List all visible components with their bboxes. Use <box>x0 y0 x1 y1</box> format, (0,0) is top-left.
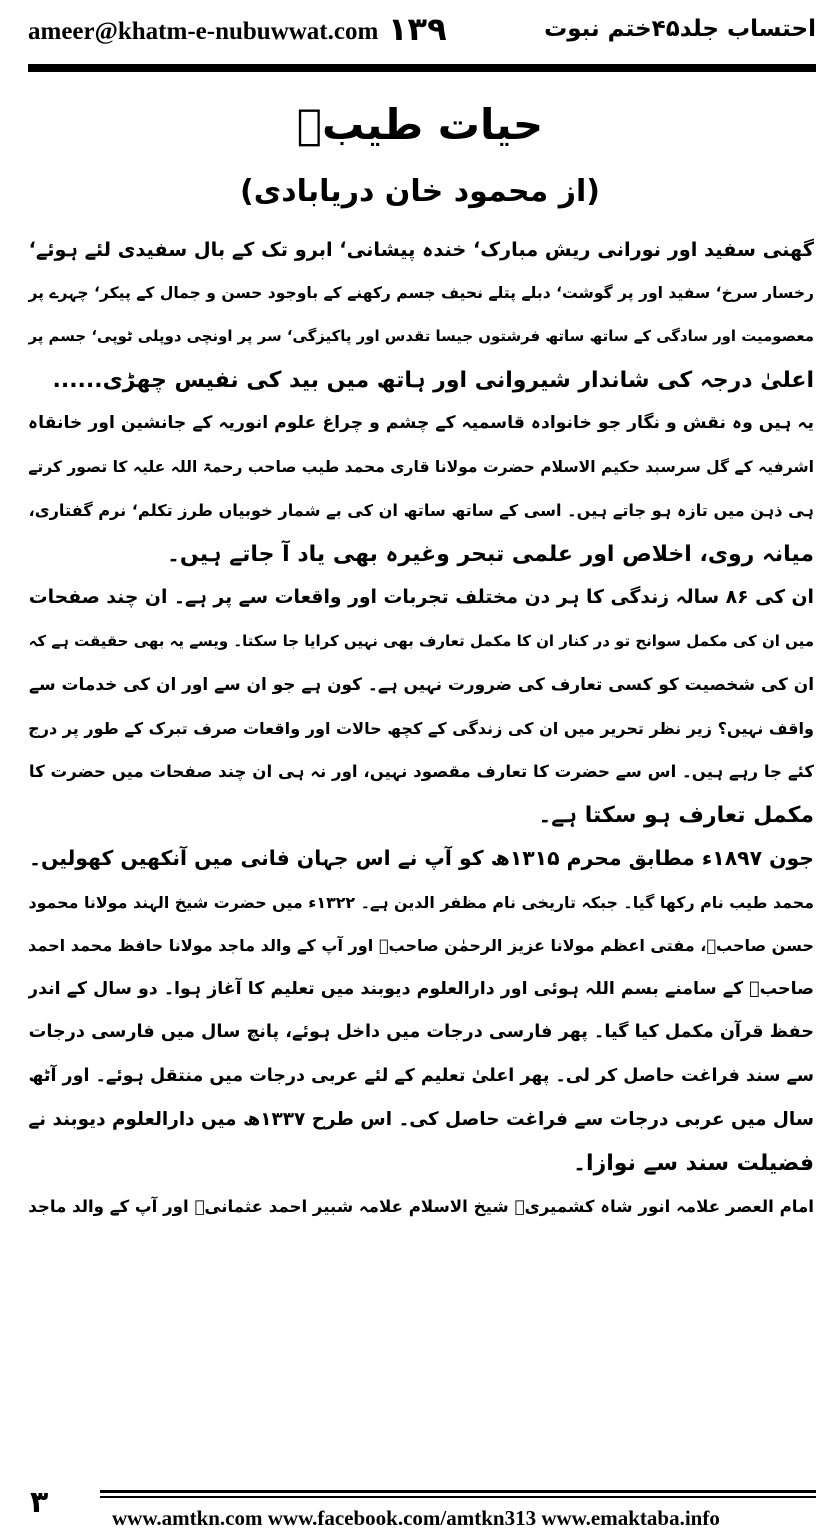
text-line: معصومیت اور سادگی کے ساتھ ساتھ فرشتوں جیسا تقدس اور پاکیزگی‘ سر پر اونچی دوپلی ٹوپی‘ جسم پر <box>28 327 814 345</box>
text-line: کئے جا رہے ہیں۔ اس سے حضرت کا تعارف مقصود نہیں، اور نہ ہی ان چند صفحات میں حضرت کا <box>28 762 814 781</box>
text-line: محمد طیب نام رکھا گیا۔ جبکہ تاریخی نام مظفر الدین ہے۔ ۱۳۲۲ء میں حضرت شیخ الہند مولانا محمود <box>28 892 814 912</box>
text-line: فضیلت سند سے نوازا۔ <box>573 1150 814 1176</box>
article-body <box>28 228 814 1229</box>
text-line: صاحبؒ کے سامنے بسم اللہ ہوئی اور دارالعلوم دیوبند میں تعلیم کا آغاز ہوا۔ دو سال کے اندر <box>28 978 814 999</box>
text-line: اشرفیہ کے گل سرسبد حکیم الاسلام حضرت مولانا قاری محمد طیب صاحب رحمۃ اللہ علیہ کا تصور کرتے <box>28 457 814 476</box>
footer-divider-thin <box>100 1496 816 1498</box>
header-divider <box>28 64 816 72</box>
header-email: ameer@khatm-e-nubuwwat.com <box>28 18 379 45</box>
header-page-number: ۱۳۹ <box>388 10 447 48</box>
footer-links: www.amtkn.com www.facebook.com/amtkn313 www.emaktaba.info <box>112 1506 720 1530</box>
text-line: رخسار سرخ‘ سفید اور پر گوشت‘ دبلے پتلے نحیف جسم رکھنے کے باوجود حسن و جمال کے پیکر‘ چہرے پر <box>28 283 814 302</box>
article-title: حیات طیبؒ <box>296 100 544 149</box>
text-line: امام العصر علامہ انور شاہ کشمیریؒ شیخ الاسلام علامہ شبیر احمد عثمانیؒ اور آپ کے والد ماجد <box>28 1197 814 1216</box>
text-line: یہ ہیں وہ نقش و نگار جو خانوادہ قاسمیہ کے چشم و چراغ علوم انوریہ کے جانشین اور خانقاہ <box>28 413 814 433</box>
text-line: مکمل تعارف ہو سکتا ہے۔ <box>538 802 814 828</box>
text-line: گھنی سفید اور نورانی ریش مبارک‘ خندہ پیشانی‘ ابرو تک کے بال سفیدی لئے ہوئے‘ <box>28 238 814 261</box>
text-line: اعلیٰ درجہ کی شاندار شیروانی اور ہاتھ میں بید کی نفیس چھڑی...... <box>52 367 814 393</box>
text-line: ان کی ۸۶ سالہ زندگی کا ہر دن مختلف تجربات اور واقعات سے پر ہے۔ ان چند صفحات <box>28 587 814 608</box>
footer-page-number: ۳ <box>30 1485 49 1520</box>
footer-divider <box>100 1490 816 1493</box>
text-line: سال میں عربی درجات سے فراغت حاصل کی۔ اس طرح ۱۳۳۷ھ میں دارالعلوم دیوبند نے <box>28 1109 814 1130</box>
text-line: ہی ذہن میں تازہ ہو جاتے ہیں۔ اسی کے ساتھ ساتھ ان کی بے شمار خوبیاں طرز تکلم‘ نرم گفتاری، <box>28 501 814 520</box>
text-line: ان کی شخصیت کو کسی تعارف کی ضرورت نہیں ہے۔ کون ہے جو ان سے اور ان کی خدمات سے <box>29 674 814 694</box>
text-line: واقف نہیں؟ زیر نظر تحریر میں ان کی زندگی کے کچھ حالات اور واقعات صرف تبرک کے طور پر درج <box>28 718 814 738</box>
text-line: حسن صاحبؒ، مفتی اعظم مولانا عزیز الرحمٰن صاحبؒ اور آپ کے والد ماجد مولانا حافظ محمد احمد <box>28 936 814 955</box>
header-journal-title: احتساب جلد۴۵ختم نبوت <box>544 16 816 42</box>
text-line: جون ۱۸۹۷ء مطابق محرم ۱۳۱۵ھ کو آپ نے اس جہان فانی میں آنکھیں کھولیں۔ <box>29 846 814 870</box>
text-line: حفظ قرآن مکمل کیا گیا۔ پھر فارسی درجات میں داخل ہوئے، پانچ سال میں فارسی درجات <box>28 1022 814 1042</box>
text-line: سے سند فراغت حاصل کر لی۔ پھر اعلیٰ تعلیم کے لئے عربی درجات میں منتقل ہوئے۔ اور آٹھ <box>28 1065 814 1086</box>
article-author: (از محمود خان دریابادی) <box>240 174 600 209</box>
page-header <box>28 10 816 58</box>
text-line: میانہ روی، اخلاص اور علمی تبحر وغیرہ بھی یاد آ جاتے ہیں۔ <box>167 541 814 567</box>
text-line: میں ان کی مکمل سوانح تو در کنار ان کا مکمل تعارف بھی نہیں کرایا جا سکتا۔ ویسے یہ بھی حقیقت ہے کہ <box>28 631 814 650</box>
